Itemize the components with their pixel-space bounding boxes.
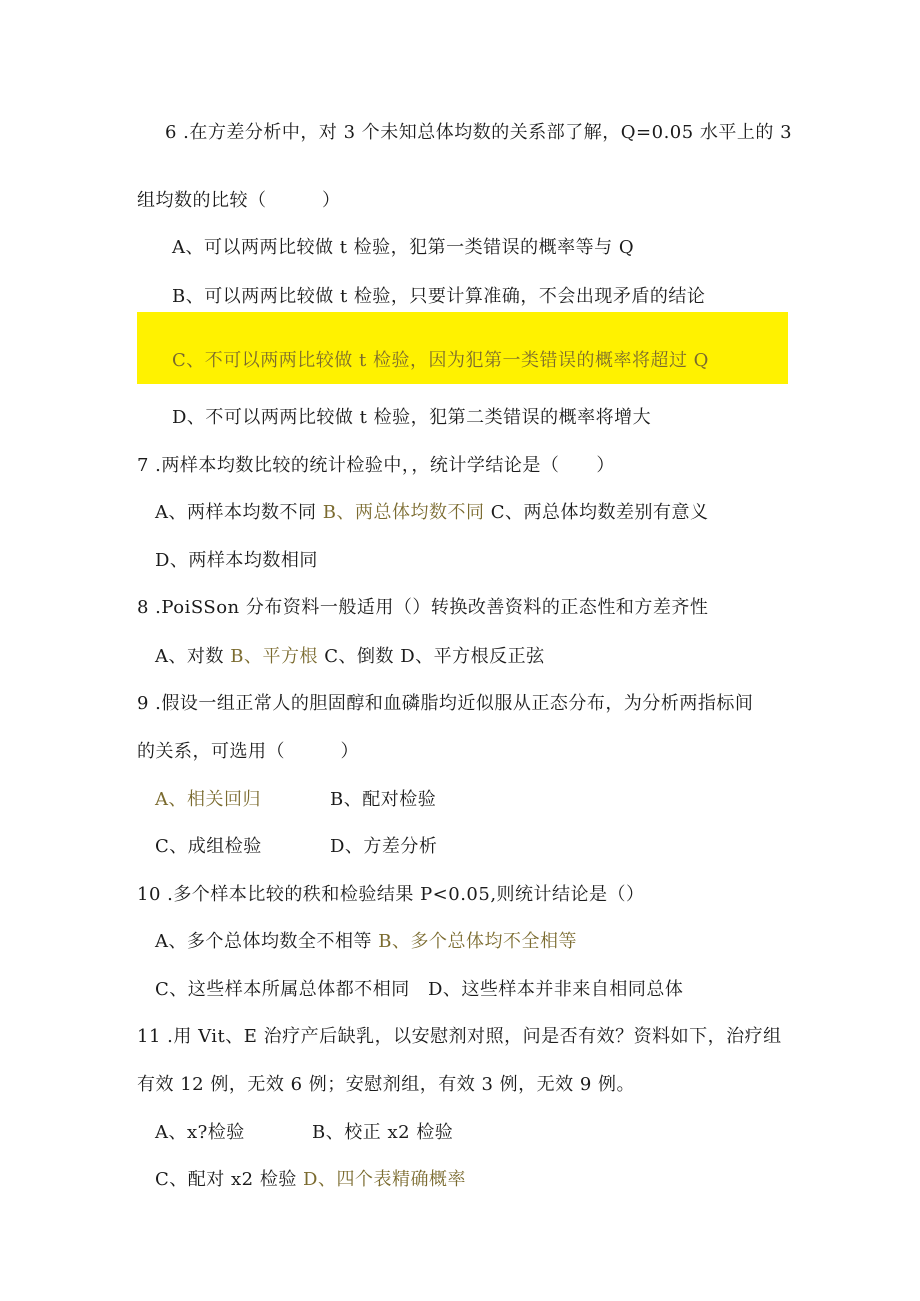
q11-stem-line1: 11 .用 Vit、E 治疗产后缺乳，以安慰剂对照，问是否有效？资料如下，治疗组 <box>137 1026 782 1047</box>
q10-option-a: A、多个总体均数全不相等 <box>155 931 379 952</box>
q7-option-a: A、两样本均数不同 <box>155 502 323 523</box>
q9-option-d: D、方差分析 <box>330 836 438 857</box>
q8-option-b-answer: B、平方根 <box>230 646 318 667</box>
q10-stem: 10 .多个样本比较的秩和检验结果 P<0.05,则统计结论是（） <box>137 884 645 905</box>
q8-option-d: D、平方根反正弦 <box>400 646 545 667</box>
q10-options-row1 <box>155 930 577 954</box>
q11-options-row2 <box>155 1168 466 1192</box>
q10-option-d: D、这些样本并非来自相同总体 <box>428 979 684 1000</box>
q11-option-b: B、校正 x2 检验 <box>312 1122 454 1143</box>
q9-option-c: C、成组检验 <box>155 836 262 857</box>
q9-option-b: B、配对检验 <box>330 789 437 810</box>
q7-option-d: D、两样本均数相同 <box>155 550 318 571</box>
q7-option-c: C、两总体均数差别有意义 <box>484 502 709 523</box>
q7-option-b-answer: B、两总体均数不同 <box>322 502 485 523</box>
q10-option-b-answer: B、多个总体均不全相等 <box>378 931 577 952</box>
q6-option-b: B、可以两两比较做 t 检验，只要计算准确，不会出现矛盾的结论 <box>172 286 706 307</box>
q7-stem: 7 .两样本均数比较的统计检验中，，统计学结论是（ ） <box>137 455 615 476</box>
q11-option-a: A、x?检验 <box>155 1122 245 1143</box>
q10-option-c: C、这些样本所属总体都不相同 <box>155 979 410 1000</box>
q6-option-a: A、可以两两比较做 t 检验，犯第一类错误的概率等与 Q <box>172 237 635 258</box>
answer-highlight <box>137 312 788 384</box>
q7-options-row <box>155 501 708 525</box>
q9-stem-line2: 的关系，可选用（ ） <box>137 741 359 762</box>
q6-stem-line1: 6 .在方差分析中，对 3 个未知总体均数的关系部了解，Q=0.05 水平上的 3 <box>165 122 793 143</box>
q8-option-c: C、倒数 <box>317 646 401 667</box>
q11-option-c: C、配对 x2 检验 <box>155 1169 304 1190</box>
q11-stem-line2: 有效 12 例，无效 6 例；安慰剂组，有效 3 例，无效 9 例。 <box>137 1074 636 1095</box>
q9-option-a-answer: A、相关回归 <box>155 789 261 810</box>
q11-option-d-answer: D、四个表精确概率 <box>303 1169 466 1190</box>
q6-stem-line2: 组均数的比较（ ） <box>137 190 341 211</box>
q8-options-row <box>155 645 545 669</box>
q6-option-c-answer: C、不可以两两比较做 t 检验，因为犯第一类错误的概率将超过 Q <box>172 350 709 371</box>
q6-option-d: D、不可以两两比较做 t 检验，犯第二类错误的概率将增大 <box>172 407 652 428</box>
q9-stem-line1: 9 .假设一组正常人的胆固醇和血磷脂均近似服从正态分布，为分析两指标间 <box>137 693 754 714</box>
q8-stem: 8 .PoiSSon 分布资料一般适用（）转换改善资料的正态性和方差齐性 <box>137 597 709 618</box>
q8-option-a: A、对数 <box>155 646 231 667</box>
